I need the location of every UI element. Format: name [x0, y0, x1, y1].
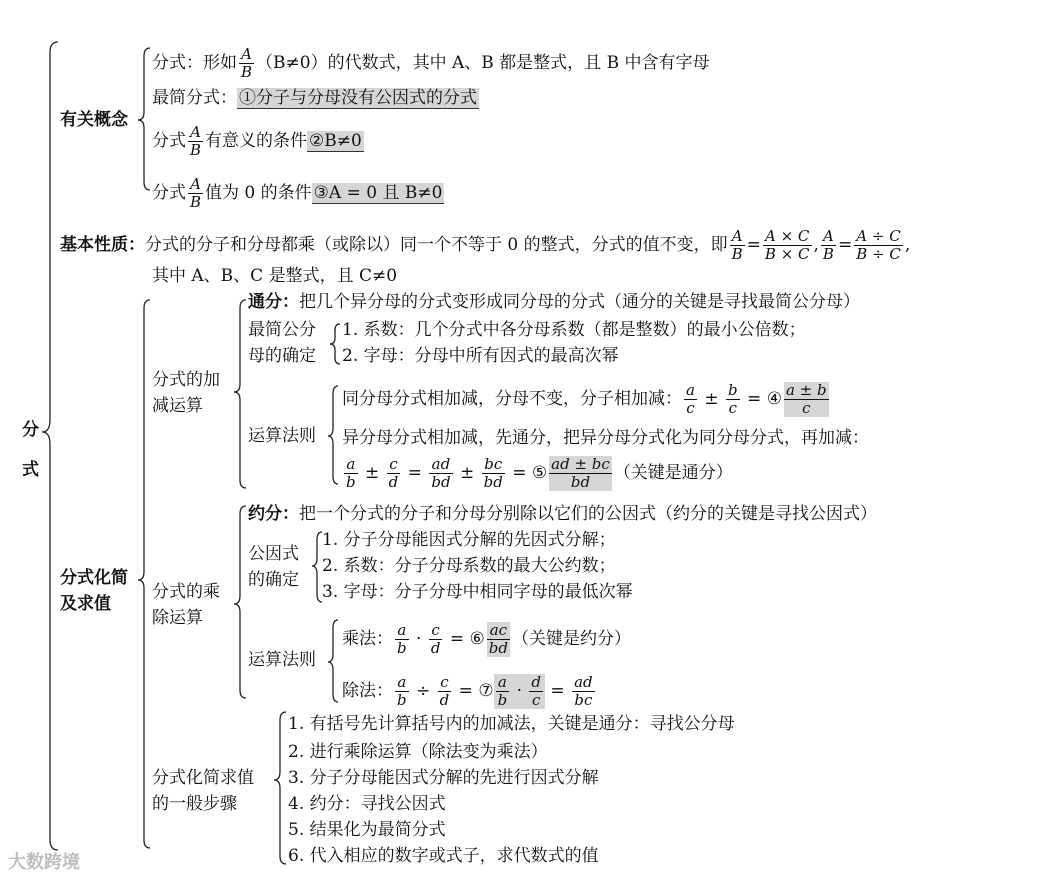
root-title-2: 式 [22, 460, 39, 480]
answer-7-marker: ⑦ [478, 681, 494, 701]
simplify-brace [138, 300, 150, 848]
lcd-rule-2: 2. 字母：分母中所有因式的最高次幂 [342, 346, 619, 366]
lcd-label-2: 母的确定 [248, 346, 316, 366]
gcf-rule-1: 1. 分子分母能因式分解的先因式分解； [322, 530, 616, 550]
lcd-rule-1: 1. 系数：几个分式中各分母系数（都是整数）的最小公倍数； [342, 320, 806, 340]
answer-4-marker: ④ [766, 389, 782, 409]
answer-4: $\frac{a \pm b}{c}$ [785, 381, 827, 417]
addsub-rules-label: 运算法则 [248, 426, 316, 446]
diff-denominator-rule: 异分母分式相加减，先通分，把异分母分式化为同分母分式，再加减： [342, 428, 869, 448]
gcf-rule-3: 3. 字母：分子分母中相同字母的最低次幂 [322, 582, 633, 602]
concepts-heading: 有关概念 [60, 110, 128, 130]
step-item: 1. 有括号先计算括号内的加减法，关键是通分：寻找公分母 [288, 714, 735, 734]
steps-label-2: 的一般步骤 [152, 794, 237, 814]
meaningful-condition: 分式 $\frac{A}{B}$ 有意义的条件 ②B≠0 [152, 123, 362, 159]
step-item: 4. 约分：寻找公因式 [288, 794, 446, 814]
step-item: 5. 结果化为最简分式 [288, 820, 446, 840]
yuefen-line: 约分：把一个分式的分子和分母分别除以它们的公因式（约分的关键是寻找公因式） [248, 504, 877, 524]
simplify-heading-1: 分式化简 [60, 568, 128, 588]
concepts-brace [138, 48, 150, 190]
answer-5: $\frac{ad \pm bc}{bd}$ [551, 455, 610, 491]
watermark: 大数跨境 [8, 852, 80, 873]
answer-5-marker: ⑤ [531, 463, 548, 483]
addsub-rules-brace [328, 386, 338, 484]
steps-brace [274, 712, 286, 864]
addsub-label-2: 减运算 [152, 396, 203, 416]
steps-label-1: 分式化简求值 [152, 768, 254, 788]
basic-property: 基本性质：分式的分子和分母都乘（或除以）同一个不等于 0 的整式，分式的值不变，即 $\frac{A}{B}$ = $\frac{A \times C}{B \times C}$ , $\frac{A}{B}$ = $\frac{A \div C}{B \div C}$ , [60, 227, 911, 263]
answer-3: ③A = 0 且 B≠0 [313, 183, 443, 203]
answer-7: $\frac{a}{b}$ · $\frac{d}{c}$ [494, 674, 545, 709]
division-rule: 除法： $\frac{a}{b}$ ÷ $\frac{c}{d}$ = ⑦ $\frac{a}{b}$ · $\frac{d}{c}$ = $\frac{ad}{bc}$ [342, 673, 593, 709]
addsub-brace [234, 300, 246, 488]
multiplication-rule: 乘法： $\frac{a}{b}$ · $\frac{c}{d}$ = ⑥ $\frac{ac}{bd}$ （关键是约分） [342, 621, 631, 657]
step-item: 3. 分子分母能因式分解的先进行因式分解 [288, 768, 599, 788]
lcd-brace [330, 324, 340, 364]
muldiv-brace [234, 506, 246, 698]
answer-6-marker: ⑥ [469, 629, 485, 649]
fraction-definition: 分式：形如 $\frac{A}{B}$ （B≠0）的代数式，其中 A、B 都是整式，且 B 中含有字母 [152, 45, 710, 81]
tongfen-line: 通分：把几个异分母的分式变形成同分母的分式（通分的关键是寻找最简公分母） [248, 292, 860, 312]
muldiv-rules-brace [328, 620, 338, 702]
gcf-rule-2: 2. 系数：分子分母系数的最大公约数； [322, 556, 616, 576]
simplify-heading-2: 及求值 [60, 594, 111, 614]
answer-2: ②B≠0 [309, 131, 362, 151]
muldiv-label-2: 除运算 [152, 608, 203, 628]
gcf-label-1: 公因式 [248, 544, 299, 564]
root-brace [42, 42, 58, 850]
gcf-brace [312, 532, 322, 602]
zero-condition: 分式 $\frac{A}{B}$ 值为 0 的条件 ③A = 0 且 B≠0 [152, 175, 443, 211]
lcd-label-1: 最简公分 [248, 320, 316, 340]
step-item: 2. 进行乘除运算（除法变为乘法） [288, 742, 548, 762]
diff-denominator-formula: $\frac{a}{b}$ ± $\frac{c}{d}$ = $\frac{ad}{bd}$ ± $\frac{bc}{bd}$ = ⑤ $\frac{ad \pm bc}{bd}$ （关键是通分） [346, 455, 733, 491]
gcf-label-2: 的确定 [248, 570, 299, 590]
simplest-fraction: 最简分式： ①分子与分母没有公因式的分式 [152, 88, 477, 108]
same-denominator-rule: 同分母分式相加减，分母不变，分子相加减： $\frac{a}{c}$ ± $\frac{b}{c}$ = ④ $\frac{a \pm b}{c}$ [342, 381, 827, 417]
addsub-label-1: 分式的加 [152, 370, 220, 390]
root-title-1: 分 [22, 420, 39, 440]
property-condition: 其中 A、B、C 是整式，且 C≠0 [152, 266, 398, 286]
muldiv-rules-label: 运算法则 [248, 650, 316, 670]
answer-1: ①分子与分母没有公因式的分式 [239, 88, 477, 108]
answer-6: $\frac{ac}{bd}$ [488, 621, 508, 657]
muldiv-label-1: 分式的乘 [152, 582, 220, 602]
step-item: 6. 代入相应的数字或式子，求代数式的值 [288, 846, 599, 866]
